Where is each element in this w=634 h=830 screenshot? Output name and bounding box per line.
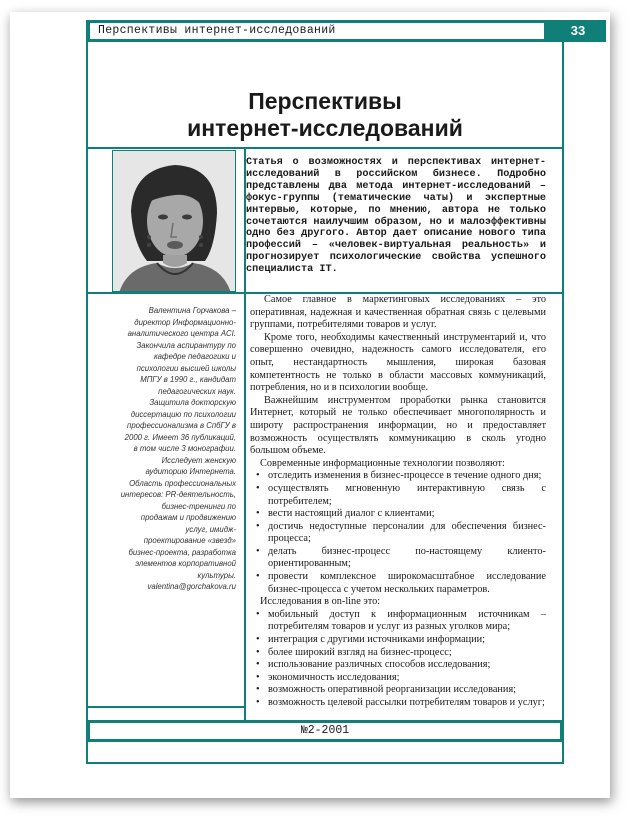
bullet-icon: • xyxy=(256,508,260,520)
author-email[interactable]: valentina@gorchakova.ru xyxy=(147,582,236,591)
header-bar xyxy=(86,20,606,42)
list-item-text: использование различных способов исследования; xyxy=(268,659,491,671)
list-item xyxy=(250,609,546,634)
author-photo xyxy=(112,150,236,292)
body-paragraph: Важнейшим инструментом проработки рынка становится Интернет, который не только обеспечивает многополярность и широту распространения информации, но и предоставляет возможность осуществлять коммуникацию в сколь угодно большом объеме. xyxy=(250,394,546,457)
list-item-text: достичь недоступные персоналии для обеспечения бизнес-процесса; xyxy=(268,520,546,545)
list-item xyxy=(250,697,546,710)
list-item-text: мобильный доступ к информационным источникам – потребителям товаров и услуг из разных уголков мира; xyxy=(268,608,546,633)
list-item-text: осуществлять мгновенную интерактивную связь с потребителем; xyxy=(268,482,546,507)
bullet-icon: • xyxy=(256,470,260,482)
bullet-icon: • xyxy=(256,671,260,683)
list-item-text: вести настоящий диалог с клиентами; xyxy=(268,508,435,520)
bullet-list-online xyxy=(250,609,546,710)
bullet-icon: • xyxy=(256,520,260,532)
bullet-icon: • xyxy=(256,482,260,494)
list-item xyxy=(250,634,546,647)
article-body xyxy=(250,294,546,710)
bullet-icon: • xyxy=(256,545,260,557)
bio-line: кафедре педагогики и xyxy=(154,352,236,361)
bio-line: диссертацию по психологии xyxy=(130,409,236,419)
list-item-text: провести комплексное широкомасштабное исследование бизнес-процесса с учетом нескольких параметров. xyxy=(268,571,546,595)
list-item xyxy=(250,508,546,521)
list-item-text: возможность оперативной реорганизации исследования; xyxy=(268,684,517,696)
list-item xyxy=(250,571,546,596)
issue-number: №2-2001 xyxy=(90,723,560,739)
footer-bar xyxy=(86,720,564,742)
bullet-icon: • xyxy=(256,697,260,708)
bio-line: культуры. xyxy=(197,570,236,580)
list-item-text: интеграция с другими источниками информации; xyxy=(268,634,486,646)
bio-line: профессионализма в СпбГУ в xyxy=(127,421,236,430)
bio-line: услуг, имидж- xyxy=(185,524,236,534)
list-item-text: экономичность исследования; xyxy=(268,671,400,683)
bio-line: продажам и продвижению xyxy=(140,513,236,522)
bio-line: директор Информационно- xyxy=(134,317,236,327)
bullet-list-capabilities xyxy=(250,470,546,596)
list-item xyxy=(250,546,546,571)
bio-line: аналитического центра ACI. xyxy=(127,329,236,338)
bio-line: педагогических наук. xyxy=(158,386,236,396)
list-intro: Исследования в on-line это: xyxy=(260,596,381,608)
bio-line: Защитила докторскую xyxy=(149,398,236,407)
bio-line: Исследует женскую xyxy=(161,455,236,465)
list-item-text: делать бизнес-процесс по-настоящему клиенто-ориентированным; xyxy=(268,545,546,570)
list-item-text: возможность целевой рассылки потребителям товаров и услуг; xyxy=(268,697,545,708)
bio-line: аудиторию Интернета. xyxy=(145,467,236,476)
title-line-1: Перспективы xyxy=(248,88,402,114)
list-item xyxy=(250,483,546,508)
bio-line: Область профессиональных xyxy=(129,478,236,488)
author-portrait-image xyxy=(113,151,236,292)
bio-line: элементов корпоративной xyxy=(135,559,236,568)
body-paragraph: Кроме того, необходимы качественный инструментарий и, что совершенно очевидно, надежность самого исследователя, его опыт, нестандартность мышления, широкая базовая компетентность не только в области массовых коммуникаций, потребления, но и в психологии вообще. xyxy=(250,331,546,394)
list-item xyxy=(250,672,546,685)
list-item xyxy=(250,647,546,660)
list-item xyxy=(250,521,546,546)
bio-line: бизнес-тренинги по xyxy=(161,501,236,511)
list-item-text: отследить изменения в бизнес-процессе в течение одного дня; xyxy=(268,470,542,482)
divider-sidebar-bottom xyxy=(88,706,246,708)
list-item xyxy=(250,470,546,483)
bio-line: МПГУ в 1990 г., кандидат xyxy=(140,375,236,384)
bio-line: психологии высшей школы xyxy=(136,363,236,373)
bullet-icon: • xyxy=(256,659,260,671)
body-paragraph: Самое главное в маркетинговых исследованиях – это оперативная, надежная и качественная обратная связь с целевыми группами, потребителями товаров и услуг. xyxy=(250,294,546,331)
bio-line: интересов: PR-деятельность, xyxy=(120,490,236,499)
page-number: 33 xyxy=(570,23,586,38)
bio-line: Валентина Горчакова – xyxy=(148,306,236,315)
list-item-text: более широкий взгляд на бизнес-процесс; xyxy=(268,646,452,658)
bio-line: бизнес-проекта, разработка xyxy=(128,547,236,557)
bio-line: 2000 г. Имеет 36 публикаций, xyxy=(124,432,236,442)
bullet-icon: • xyxy=(256,608,260,620)
list-item xyxy=(250,659,546,672)
running-title: Перспективы интернет-исследований xyxy=(90,23,544,39)
article-lead: Статья о возможностях и перспективах интернет-исследований в российском бизнесе. Подробно представлены два метода интернет-исследований – фокус-группы (тематические чаты) и экспертные интервью, которые, по мнению, автора не только сочетаются наилучшим образом, но и малоэффективны одно без другого. Автор дает описание нового типа профессий – «человек-виртуальная реальность» и прогнозирует психологические свойства успешного специалиста IT. xyxy=(246,157,546,276)
list-intro: Современные информационные технологии позволяют: xyxy=(260,457,505,469)
bio-line: в том числе 3 монографии. xyxy=(133,444,236,453)
bio-line: проектирование «звезд» xyxy=(143,536,236,545)
bullet-icon: • xyxy=(256,646,260,658)
bullet-icon: • xyxy=(256,571,260,583)
bullet-icon: • xyxy=(256,634,260,646)
bio-line: Закончила аспирантуру по xyxy=(136,340,236,350)
author-bio xyxy=(106,305,236,593)
article-title xyxy=(88,88,562,142)
bullet-icon: • xyxy=(256,684,260,696)
title-line-2: интернет-исследований xyxy=(187,115,463,141)
list-item xyxy=(250,684,546,697)
divider-top xyxy=(88,147,562,149)
